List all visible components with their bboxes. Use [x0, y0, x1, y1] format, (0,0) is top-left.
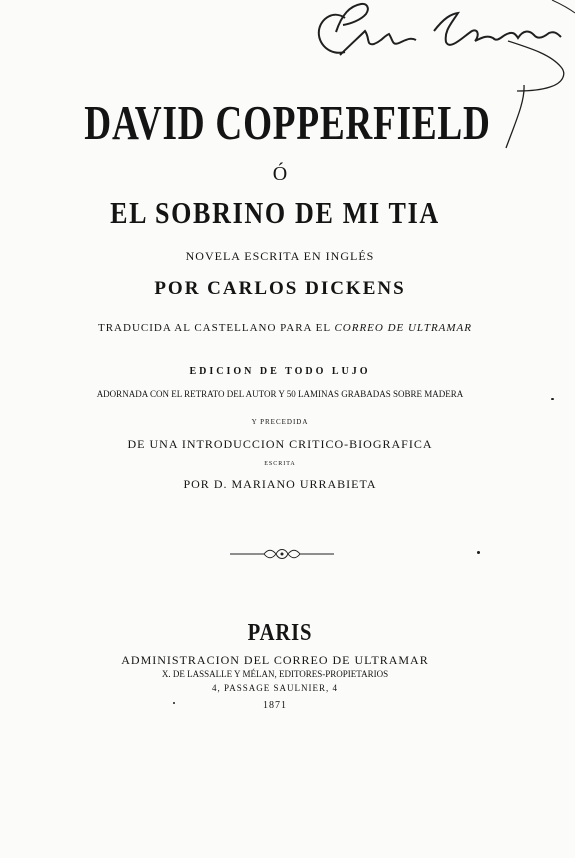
- novel-description: NOVELA ESCRITA EN INGLÉS: [185, 249, 375, 263]
- written-line: ESCRITA: [264, 461, 296, 467]
- imprint-address: 4, PASSAGE SAULNIER, 4: [212, 683, 338, 693]
- preceded-line: Y PRECEDIDA: [251, 418, 309, 426]
- publication-name: CORREO DE ULTRAMAR: [334, 322, 472, 334]
- adornment-line: ADORNADA CON EL RETRATO DEL AUTOR Y 50 LAMINAS GRABADAS SOBRE MADERA: [96, 389, 464, 399]
- book-subtitle: EL SOBRINO DE MI TIA: [110, 195, 440, 230]
- imprint-city: PARIS: [247, 620, 313, 646]
- paper-speck: [551, 398, 554, 400]
- translation-line: [0, 323, 570, 334]
- translator-line: POR D. MARIANO URRABIETA: [183, 477, 377, 491]
- book-title: DAVID COPPERFIELD: [84, 95, 491, 150]
- imprint-administration: ADMINISTRACION DEL CORREO DE ULTRAMAR: [121, 653, 429, 667]
- signature-text: Chas Aerolas: [354, 74, 360, 75]
- introduction-line: DE UNA INTRODUCCION CRITICO-BIOGRAFICA: [127, 437, 433, 451]
- conjunction-line: Ó: [272, 163, 288, 185]
- author-line: POR CARLOS DICKENS: [154, 278, 406, 299]
- publication-year: 1871: [263, 700, 287, 711]
- edition-line: EDICION DE TODO LUJO: [189, 366, 371, 377]
- paper-speck: [477, 551, 480, 554]
- translation-prefix: TRADUCIDA AL CASTELLANO PARA EL: [98, 322, 331, 334]
- imprint-publisher: X. DE LASSALLE Y MÉLAN, EDITORES-PROPIETARIOS: [161, 669, 389, 679]
- paper-speck: [173, 702, 175, 704]
- decorative-divider-icon: [230, 547, 334, 561]
